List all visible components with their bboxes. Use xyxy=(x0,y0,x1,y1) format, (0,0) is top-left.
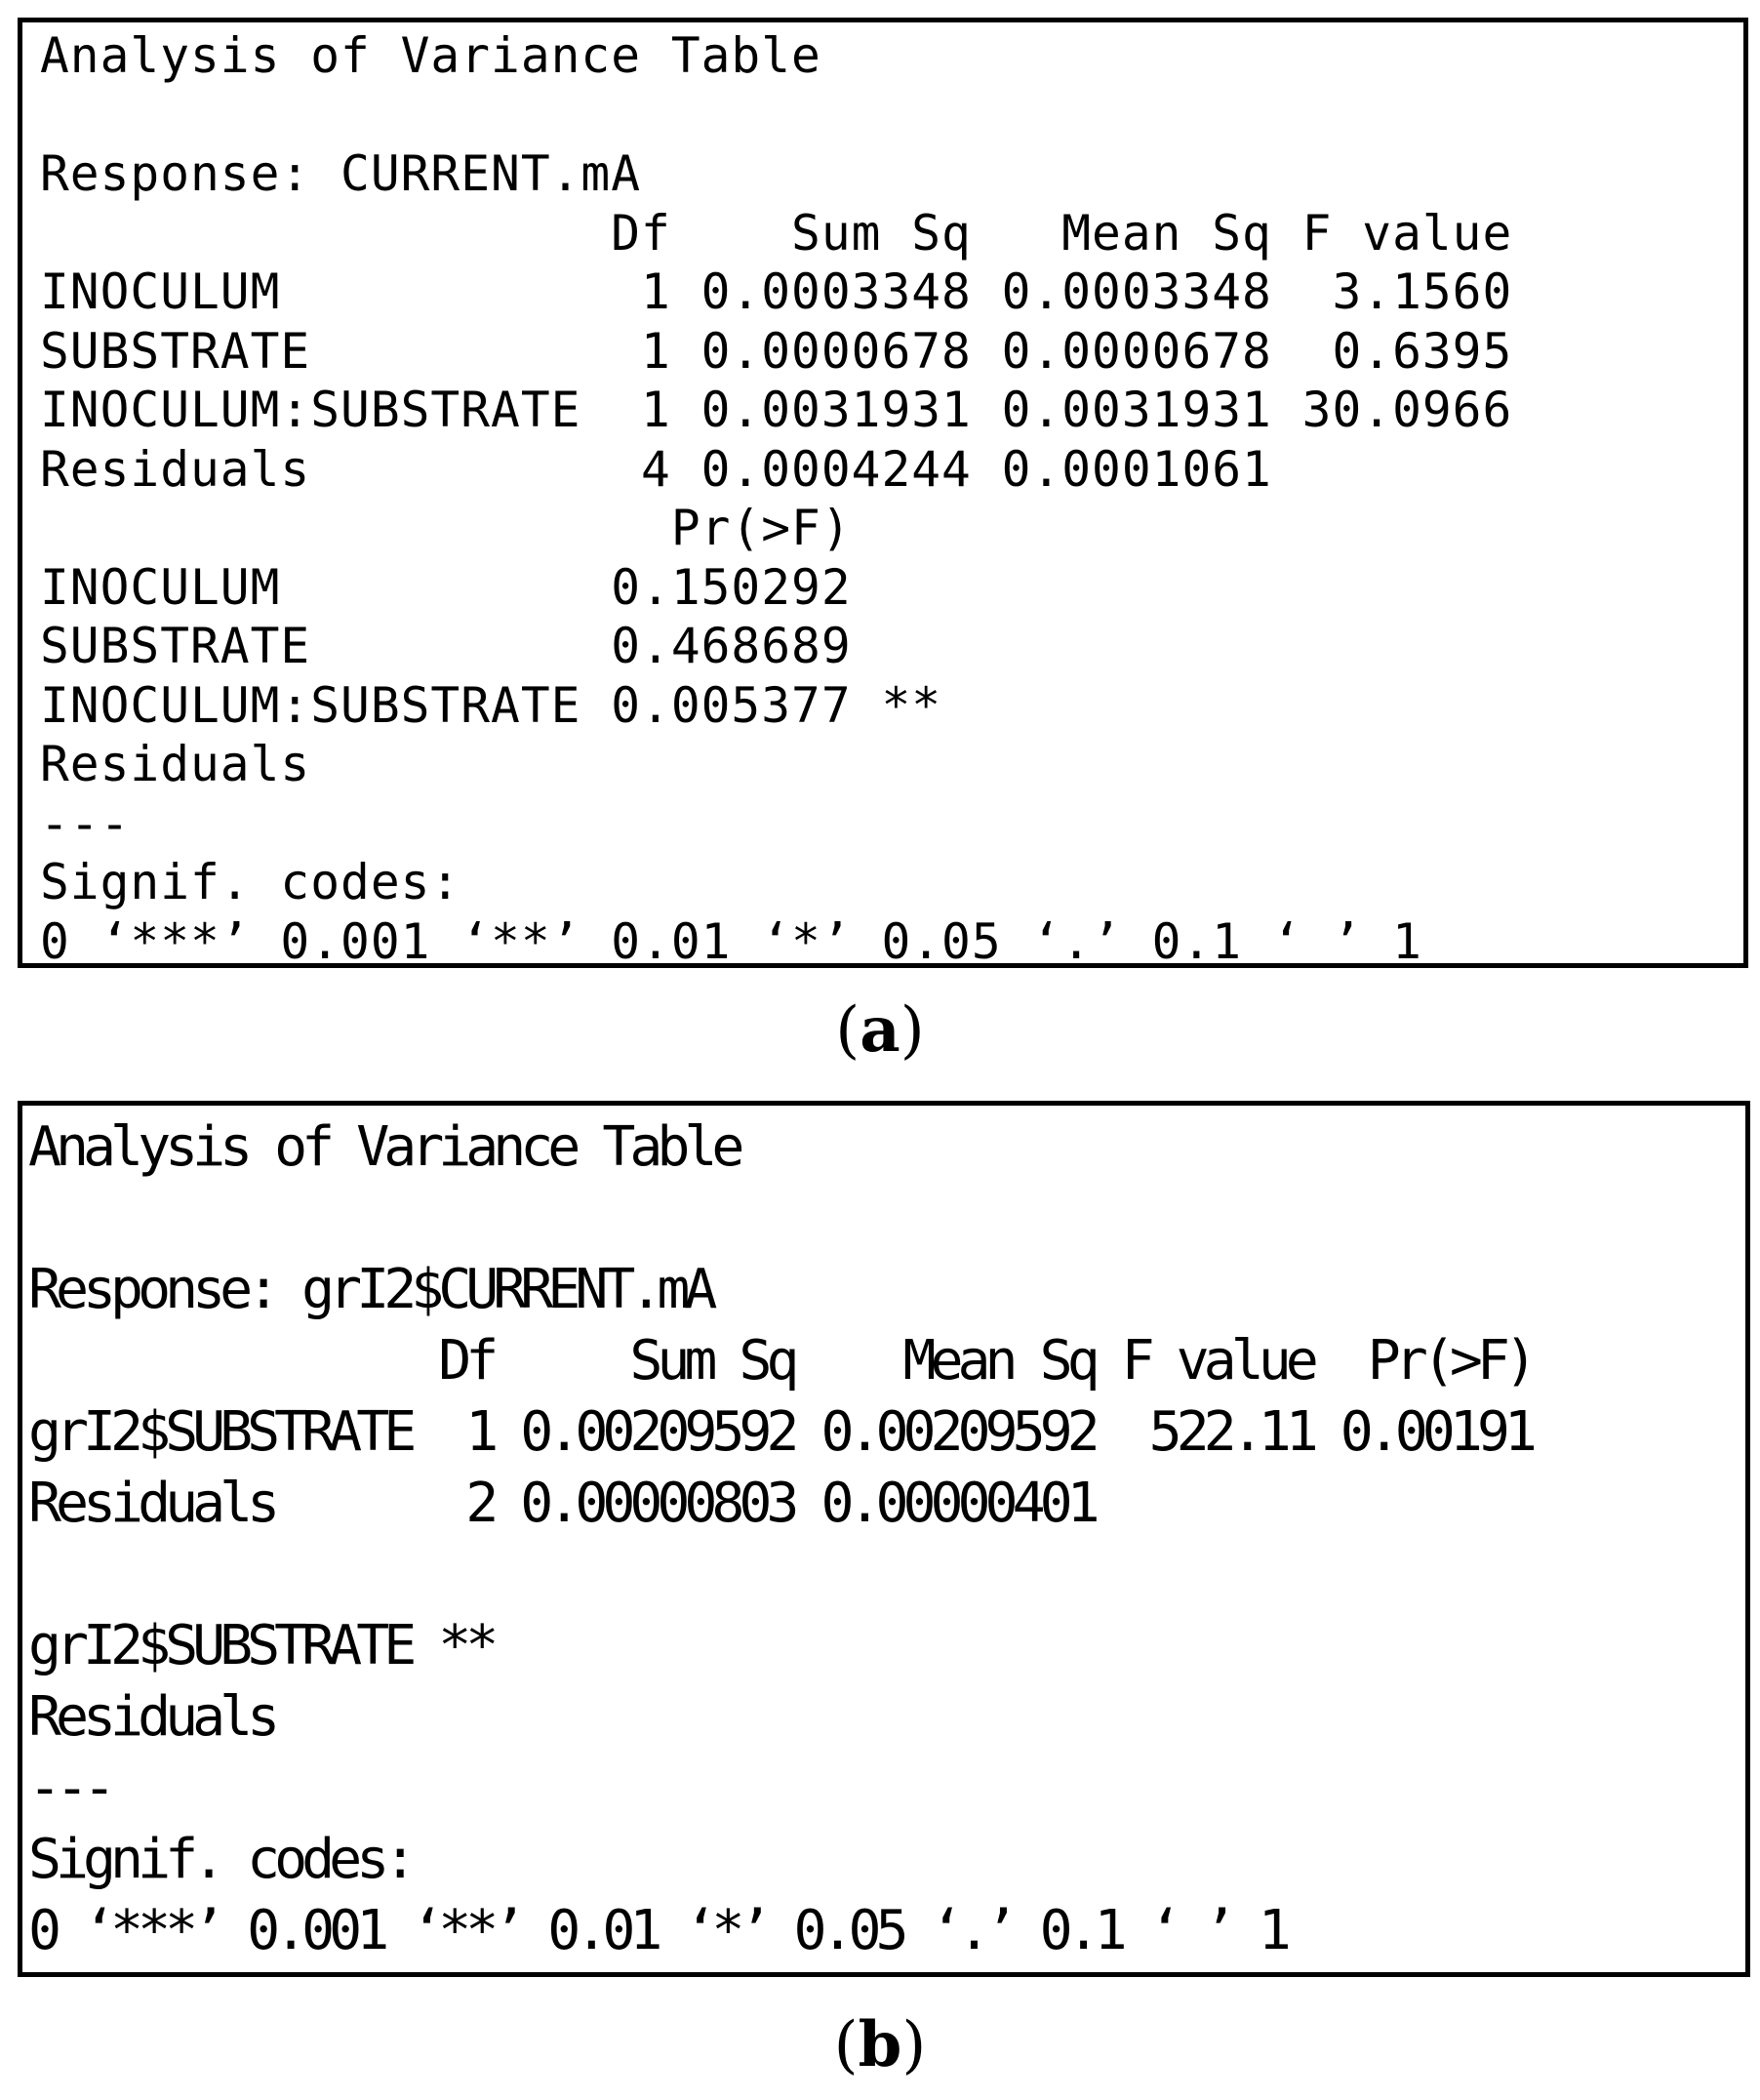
blank-line xyxy=(40,86,1512,145)
caption-a xyxy=(0,993,1760,1067)
column-header-row: Df Sum Sq Mean Sq F value xyxy=(40,204,1513,262)
table-title: Analysis of Variance Table xyxy=(28,1115,740,1179)
table-row: Residuals 4 0.0004244 0.0001061 xyxy=(40,440,1272,498)
table-row: INOCULUM:SUBSTRATE 1 0.0031931 0.0031931 30.0966 xyxy=(40,382,1513,438)
caption-letter: b xyxy=(858,2008,902,2081)
separator-line: --- xyxy=(40,794,131,852)
response-line: Response: CURRENT.mA xyxy=(40,145,642,202)
anova-panel-b xyxy=(18,1101,1750,1977)
signif-codes-label: Signif. codes: xyxy=(40,854,461,910)
table-row: Residuals 2 0.00000803 0.00000401 xyxy=(28,1472,1095,1535)
signif-codes-legend: 0 ‘***’ 0.001 ‘**’ 0.01 ‘*’ 0.05 ‘.’ 0.1 ‘ ’ 1 xyxy=(40,912,1422,968)
table-row: Residuals xyxy=(40,736,311,792)
anova-panel-a xyxy=(18,18,1748,968)
signif-codes-legend: 0 ‘***’ 0.001 ‘**’ 0.01 ‘*’ 0.05 ‘.’ 0.1 ‘ ’ 1 xyxy=(28,1899,1286,1962)
console-output-a xyxy=(40,26,1512,968)
caption-letter: a xyxy=(860,993,900,1067)
table-row: INOCULUM 0.150292 xyxy=(40,558,852,616)
caption-open-paren: ( xyxy=(833,2009,859,2081)
response-line: Response: grI2$CURRENT.mA xyxy=(28,1258,712,1321)
caption-b xyxy=(0,2008,1760,2081)
column-header-row: Df Sum Sq Mean Sq F value Pr(>F) xyxy=(28,1329,1532,1393)
table-row: SUBSTRATE 0.468689 xyxy=(40,618,852,674)
table-row: grI2$SUBSTRATE ** xyxy=(28,1614,494,1677)
caption-close-paren: ) xyxy=(900,994,925,1067)
blank-line xyxy=(28,1183,1532,1254)
console-output-b xyxy=(28,1111,1532,1966)
table-row: Residuals xyxy=(28,1685,275,1749)
table-title: Analysis of Variance Table xyxy=(40,27,821,84)
table-row: INOCULUM 1 0.0003348 0.0003348 3.1560 xyxy=(40,263,1513,320)
signif-codes-label: Signif. codes: xyxy=(28,1828,412,1891)
table-row: grI2$SUBSTRATE 1 0.00209592 0.00209592 522.11 0.00191 xyxy=(28,1400,1532,1464)
table-row: INOCULUM:SUBSTRATE 0.005377 ** xyxy=(40,676,942,734)
caption-close-paren: ) xyxy=(901,2009,927,2081)
separator-line: --- xyxy=(28,1757,111,1820)
table-row: SUBSTRATE 1 0.0000678 0.0000678 0.6395 xyxy=(40,322,1513,380)
blank-line xyxy=(28,1539,1532,1610)
column-header-row: Pr(>F) xyxy=(40,500,852,556)
caption-open-paren: ( xyxy=(835,994,860,1067)
